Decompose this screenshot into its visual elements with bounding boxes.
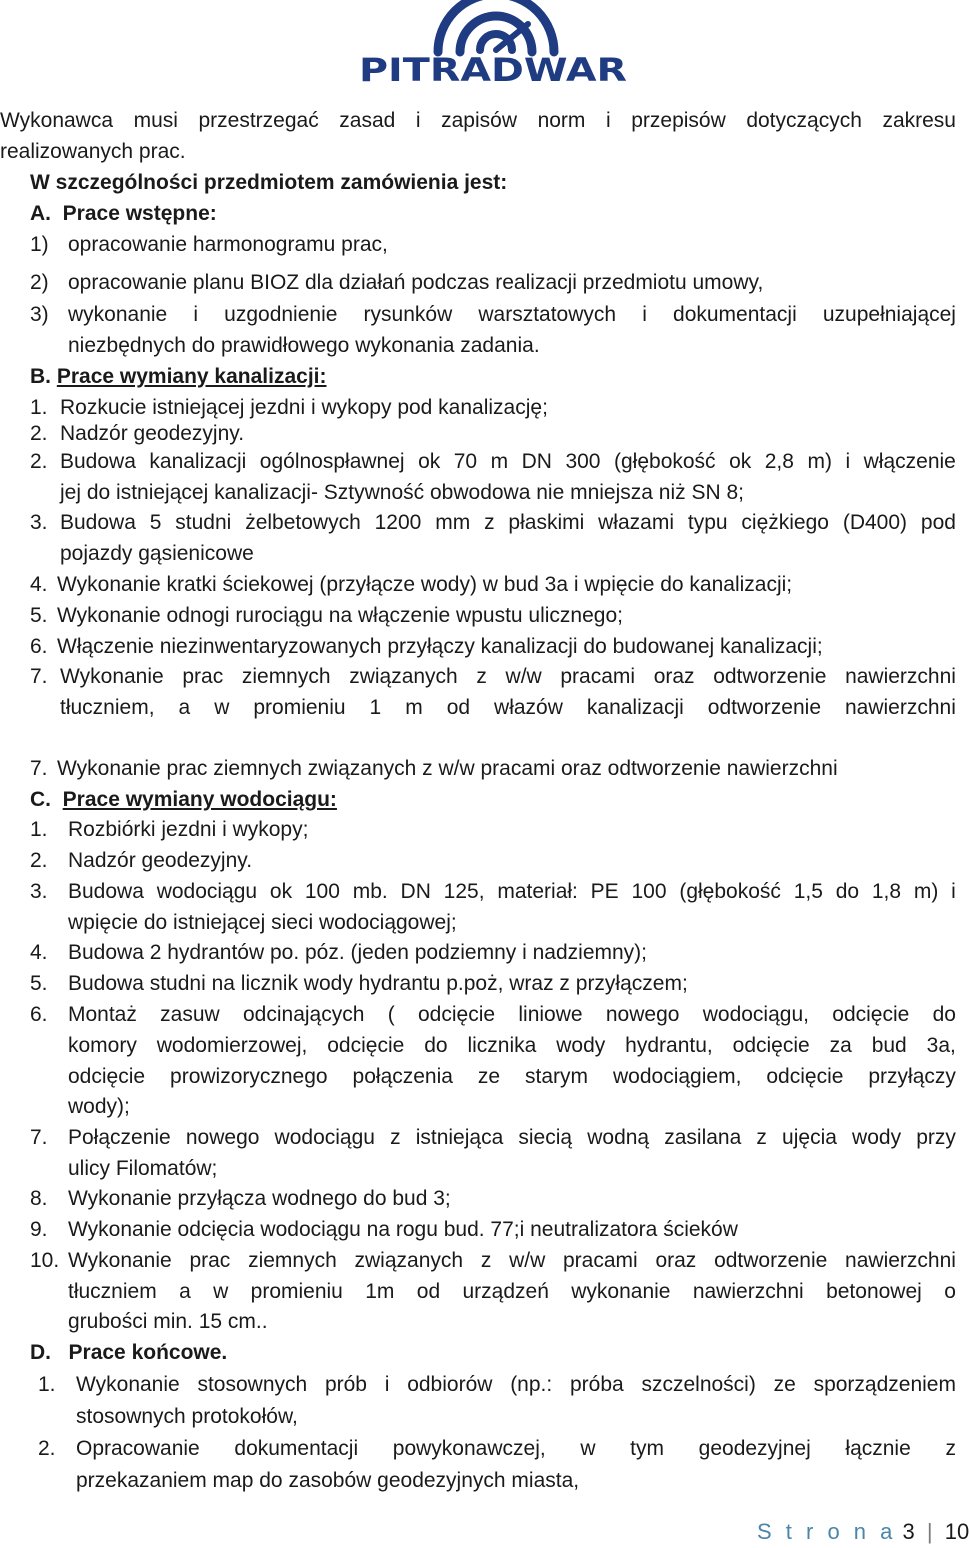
section-d-title: Prace końcowe. bbox=[68, 1341, 228, 1364]
footer-strona-label: S t r o n a bbox=[757, 1519, 897, 1544]
c-item-7-text-1: Połączenie nowego wodociągu z istniejąca siecią wodną zasilana z ujęcia wody przy bbox=[68, 1126, 956, 1149]
c-item-3-text-2: wpięcie do istniejącej sieci wodociągowej; bbox=[68, 911, 457, 934]
c-item-5-text: Budowa studni na licznik wody hydrantu p.poż, wraz z przyłączem; bbox=[68, 972, 688, 995]
d-item-1-text-1: Wykonanie stosownych prób i odbiorów (np.: próba szczelności) ze sporządzeniem bbox=[76, 1373, 956, 1396]
d-item-2-text-2: przekazaniem map do zasobów geodezyjnych miasta, bbox=[76, 1469, 580, 1492]
d-item-2-num: 2. bbox=[38, 1437, 56, 1460]
d-item-1-text-2: stosownych protokołów, bbox=[76, 1405, 298, 1428]
section-a-heading bbox=[30, 201, 217, 227]
c-item-10-text-1: Wykonanie prac ziemnych związanych z w/w pracami oraz odtworzenie nawierzchni bbox=[68, 1249, 956, 1272]
section-b-title: Prace wymiany kanalizacji: bbox=[56, 365, 327, 388]
a-item-3-text-1: wykonanie i uzgodnienie rysunków warsztatowych i dokumentacji uzupełniającej bbox=[68, 303, 956, 326]
b-item-1-text: Rozkucie istniejącej jezdni i wykopy pod kanalizację; bbox=[60, 396, 548, 419]
c-item-9-num: 9. bbox=[30, 1218, 48, 1241]
intro-line-2: realizowanych prac. bbox=[0, 140, 186, 163]
c-item-1-text: Rozbiórki jezdni i wykopy; bbox=[68, 818, 309, 841]
section-c-heading bbox=[30, 787, 337, 813]
b-item-9-text: Wykonanie prac ziemnych związanych z w/w pracami oraz odtworzenie nawierzchni bbox=[57, 757, 838, 780]
b-item-3-text-2: jej do istniejącej kanalizacji- Sztywność obwodowa nie mniejsza niż SN 8; bbox=[60, 481, 744, 504]
a-item-2-text: opracowanie planu BIOZ dla działań podczas realizacji przedmiotu umowy, bbox=[68, 271, 764, 294]
c-item-6-text-2: komory wodomierzowej, odcięcie do licznika wody hydrantu, odcięcie za bud 3a, bbox=[68, 1034, 956, 1057]
footer-page-number: 3 bbox=[902, 1519, 915, 1544]
b-item-2-text: Nadzór geodezyjny. bbox=[60, 422, 245, 445]
c-item-10-text-2: tłuczniem a w promieniu 1m od urządzeń wykonanie nawierzchni betonowej o bbox=[68, 1280, 956, 1303]
b-item-4-num: 3. bbox=[30, 511, 48, 534]
section-a-title: Prace wstępne: bbox=[62, 202, 217, 225]
b-item-5-text: Wykonanie kratki ściekowej (przyłącze wody) w bud 3a i wpięcie do kanalizacji; bbox=[57, 573, 793, 596]
section-d-heading bbox=[30, 1340, 227, 1366]
intro-line-1: Wykonawca musi przestrzegać zasad i zapisów norm i przepisów dotyczących zakresu bbox=[0, 109, 956, 132]
b-item-6-num: 5. bbox=[30, 604, 48, 627]
c-item-2-text: Nadzór geodezyjny. bbox=[68, 849, 253, 872]
b-item-3-num: 2. bbox=[30, 450, 48, 473]
b-item-8-num: 7. bbox=[30, 665, 48, 688]
a-item-3-text-2: niezbędnych do prawidłowego wykonania zadania. bbox=[68, 334, 540, 357]
logo-arc-icon bbox=[438, 0, 554, 52]
c-item-10-text-3: grubości min. 15 cm.. bbox=[68, 1310, 268, 1333]
footer-separator: | bbox=[926, 1519, 933, 1544]
b-item-8-text-1: Wykonanie prac ziemnych związanych z w/w pracami oraz odtworzenie nawierzchni bbox=[60, 665, 956, 688]
d-item-1-num: 1. bbox=[38, 1373, 56, 1396]
d-item-2-text-1: Opracowanie dokumentacji powykonawczej, w tym geodezyjnej łącznie z bbox=[76, 1437, 956, 1460]
section-a-label: A. bbox=[30, 202, 51, 225]
pitradwar-logo bbox=[356, 0, 630, 89]
b-item-6-text: Wykonanie odnogi rurociągu na włączenie wpustu ulicznego; bbox=[57, 604, 623, 627]
c-item-6-text-4: wody); bbox=[68, 1095, 130, 1118]
c-item-5-num: 5. bbox=[30, 972, 48, 995]
footer-page-total: 10 bbox=[944, 1519, 969, 1544]
b-item-8-text-2: tłuczniem, a w promieniu 1 m od włazów kanalizacji odtworzenie nawierzchni bbox=[60, 696, 956, 719]
c-item-6-num: 6. bbox=[30, 1003, 48, 1026]
c-item-6-text-3: odcięcie prowizorycznego połączenia ze starym wodociągiem, odcięcie przyłączy bbox=[68, 1065, 956, 1088]
logo-text: PITRADWAR bbox=[359, 51, 627, 89]
b-item-9-num: 7. bbox=[30, 757, 48, 780]
b-item-2-num: 2. bbox=[30, 422, 48, 445]
c-item-7-text-2: ulicy Filomatów; bbox=[68, 1157, 218, 1180]
b-item-7-num: 6. bbox=[30, 635, 48, 658]
a-item-1-num: 1) bbox=[30, 233, 49, 256]
c-item-3-text-1: Budowa wodociągu ok 100 mb. DN 125, materiał: PE 100 (głębokość 1,5 do 1,8 m) i bbox=[68, 880, 956, 903]
b-item-4-text-1: Budowa 5 studni żelbetowych 1200 mm z płaskimi włazami typu ciężkiego (D400) pod bbox=[60, 511, 956, 534]
c-item-9-text: Wykonanie odcięcia wodociągu na rogu bud. 77;i neutralizatora ścieków bbox=[68, 1218, 738, 1241]
c-item-7-num: 7. bbox=[30, 1126, 48, 1149]
c-item-3-num: 3. bbox=[30, 880, 48, 903]
a-item-2-num: 2) bbox=[30, 271, 49, 294]
b-item-5-num: 4. bbox=[30, 573, 48, 596]
c-item-4-num: 4. bbox=[30, 941, 48, 964]
section-c-label: C. bbox=[30, 788, 51, 811]
page-footer bbox=[757, 1518, 969, 1546]
section-c-title: Prace wymiany wodociągu: bbox=[62, 788, 337, 811]
section-b-label: B. bbox=[30, 365, 51, 388]
c-item-4-text: Budowa 2 hydrantów po. póz. (jeden podziemny i nadziemny); bbox=[68, 941, 647, 964]
b-item-4-text-2: pojazdy gąsienicowe bbox=[60, 542, 254, 565]
a-item-3-num: 3) bbox=[30, 303, 49, 326]
intro-heading: W szczególności przedmiotem zamówienia jest: bbox=[30, 171, 508, 194]
c-item-10-num: 10. bbox=[30, 1249, 60, 1272]
section-d-label: D. bbox=[30, 1341, 51, 1364]
a-item-1-text: opracowanie harmonogramu prac, bbox=[68, 233, 388, 256]
c-item-6-text-1: Montaż zasuw odcinających ( odcięcie liniowe nowego wodociągu, odcięcie do bbox=[68, 1003, 956, 1026]
c-item-2-num: 2. bbox=[30, 849, 48, 872]
c-item-8-text: Wykonanie przyłącza wodnego do bud 3; bbox=[68, 1187, 451, 1210]
b-item-3-text-1: Budowa kanalizacji ogólnospławnej ok 70 m DN 300 (głębokość ok 2,8 m) i włączenie bbox=[60, 450, 956, 473]
section-b-heading bbox=[30, 364, 327, 390]
b-item-1-num: 1. bbox=[30, 396, 48, 419]
b-item-7-text: Włączenie niezinwentaryzowanych przyłączy kanalizacji do budowanej kanalizacji; bbox=[57, 635, 823, 658]
c-item-8-num: 8. bbox=[30, 1187, 48, 1210]
c-item-1-num: 1. bbox=[30, 818, 48, 841]
